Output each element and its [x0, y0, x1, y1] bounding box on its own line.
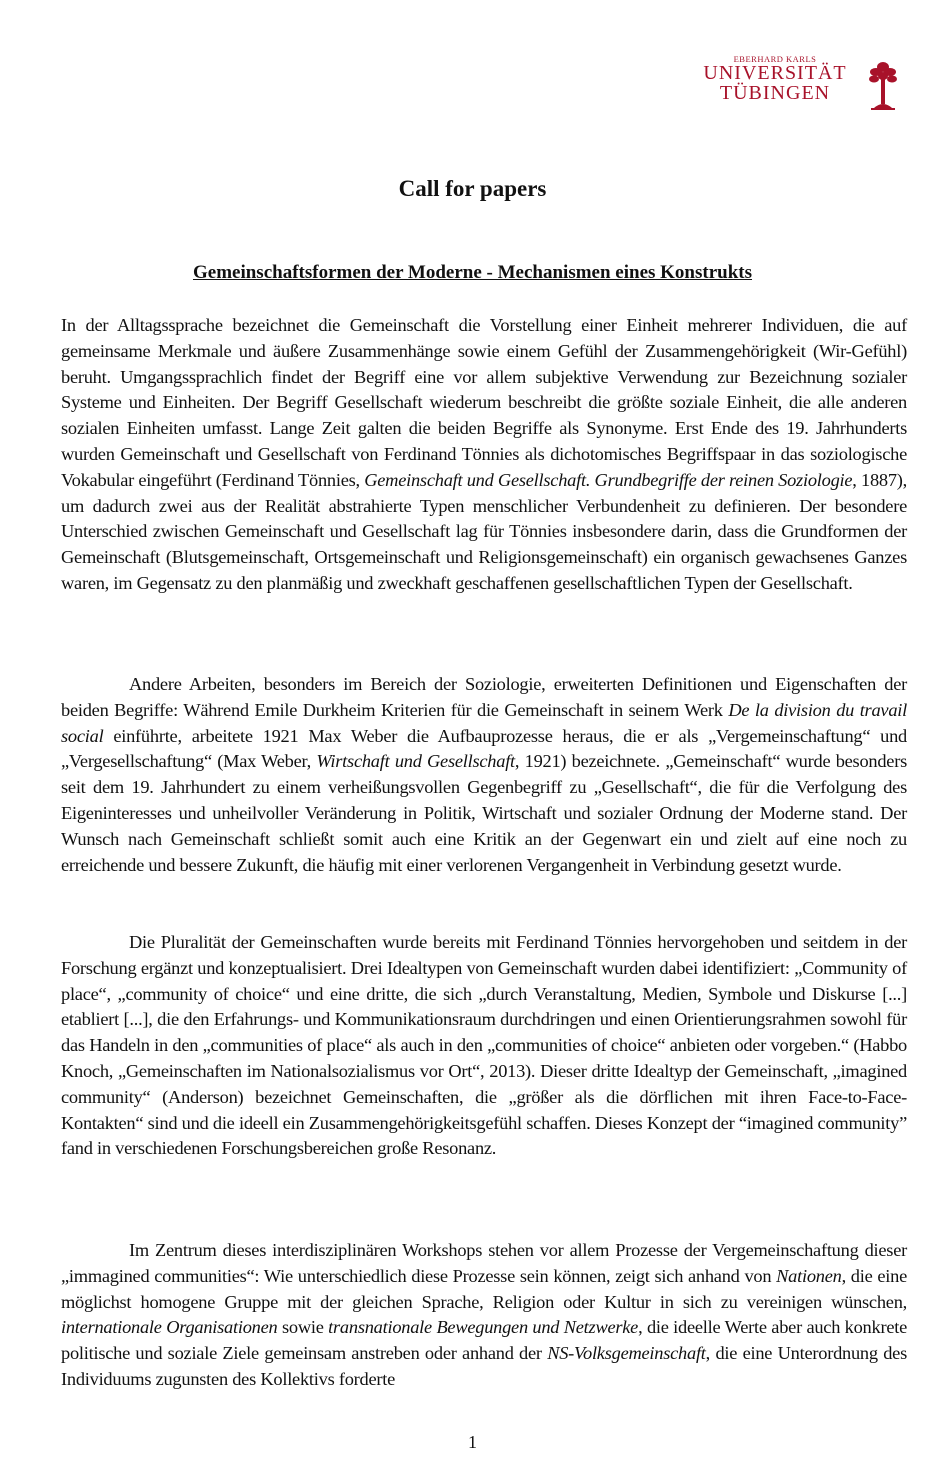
- paragraph-4-text-e: sowie: [277, 1317, 329, 1338]
- paragraph-2-text-a: Andere Arbeiten, besonders im Bereich der Soziologie, erweiterten Definitionen und Eigenschaften der beiden Begriffe: Während Emile Durkheim Kriterien für die Gemeinschaft in seinem Werk: [61, 674, 907, 720]
- paragraph-4-text-a: Im Zentrum dieses interdisziplinären Workshops stehen vor allem Prozesse der Vergemeinschaftung dieser „immagined communities“: Wie unterschiedlich diese Prozesse sein können, zeigt sich anhand von: [61, 1240, 907, 1286]
- university-logo: [700, 54, 900, 114]
- paragraph-1-text-a: In der Alltagssprache bezeichnet die Gemeinschaft die Vorstellung einer Einheit mehrerer Individuen, die auf gemeinsame Merkmale und äußere Zusammenhänge sowie einem Gefühl der Zusammengehörigkeit (Wir-Gefühl) beruht. Umgangssprachlich findet der Begriff eine vor allem subjektive Verwendung zur Bezeichnung sozialer Systeme und Einheiten. Der Begriff Gesellschaft wiederum beschreibt die größte soziale Einheit, die alle anderen sozialen Einheiten umfasst. Lange Zeit galten die beiden Begriffe als Synonyme. Erst Ende des 19. Jahrhunderts wurden Gemeinschaft und Gesellschaft von Ferdinand Tönnies als dichotomisches Begriffspaar in das soziologische Vokabular eingeführt (Ferdinand Tönnies,: [61, 315, 907, 490]
- paragraph-4-text-i: , die eine Unterordnung des Individuums zugunsten des Kollektivs forderte: [61, 1343, 907, 1389]
- logo-line-2: TÜBINGEN: [719, 82, 831, 104]
- paragraph-1: [61, 313, 907, 597]
- palm-tree-seal-icon: [868, 58, 898, 112]
- paragraph-2-text-e: , 1921) bezeichnete. „Gemeinschaft“ wurde besonders seit dem 19. Jahrhundert zu einem verheißungsvollen Gegenbegriff zu „Gesellschaft“, die für die Verfolgung des Eigeninteresses und unheilvoller Veränderung in Politik, Wirtschaft und sozialer Ordnung der Moderne stand. Der Wunsch nach Gemeinschaft schließt somit auch eine Kritik an der Gegenwart ein und zielt auf eine noch zu erreichende und bessere Zukunft, die häufig mit einer verlorenen Vergangenheit in Verbindung gesetzt wurde.: [61, 751, 907, 875]
- page-number: 1: [468, 1432, 477, 1452]
- paragraph-2-text-c: einführte, arbeitete 1921 Max Weber die Aufbauprozesse heraus, die er als „Vergemeinschaftung“ und „Vergesellschaftung“ (Max Weber,: [61, 725, 907, 772]
- paragraph-3-text: Die Pluralität der Gemeinschaften wurde bereits mit Ferdinand Tönnies hervorgehoben und seitdem in der Forschung ergänzt und konzeptualisiert. Drei Idealtypen von Gemeinschaft wurden dabei identifiziert: „Community of place“, „community of choice“ und eine dritte, die sich „durch Veranstaltung, Medien, Symbole und Diskurse [...] etabliert [...], die den Erfahrungs- und Kommunikationsraum durchdringen und einen Orientierungsrahmen sowohl für das Handeln in den „communities of place“ als auch in den „communities of choice“ anbieten oder vorgeben.“ (Habbo Knoch, „Gemeinschaften im Nationalsozialismus vor Ort“, 2013). Dieser dritte Idealtyp der Gemeinschaft, „imagined community“ (Anderson) bezeichnet Gemeinschaften, die „größer als die dörflichen mit ihren Face-to-Face-Kontakten“ sind und die ideell ein Zusammengehörigkeitsgefühl schaffen. Dieses Konzept der “imagined community” fand in verschiedenen Forschungsbereichen große Resonanz.: [61, 932, 907, 1159]
- paragraph-2-italic-durkheim: De la division du travail social: [61, 699, 907, 746]
- logo-line-1: UNIVERSITÄT: [703, 62, 847, 84]
- paragraph-4-text-c: , die eine möglichst homogene Gruppe mit der gleichen Sprache, Religion oder Kultur in sich zu vereinigen wünschen,: [61, 1265, 907, 1312]
- paragraph-4-italic-ns: NS-Volksgemeinschaft: [547, 1343, 706, 1364]
- paragraph-2-italic-weber: Wirtschaft und Gesellschaft: [316, 751, 515, 772]
- logo-small-text: EBERHARD KARLS: [733, 54, 817, 64]
- paragraph-1-italic-title: Gemeinschaft und Gesellschaft. Grundbegriffe der reinen Soziologie: [364, 469, 853, 490]
- paragraph-4-italic-nationen: Nationen: [776, 1265, 842, 1286]
- paragraph-1-text-c: , 1887), um dadurch zwei aus der Realität abstrahierte Typen menschlicher Verbundenheit zu definieren. Der besondere Unterschied zwischen Gemeinschaft und Gesellschaft lag für Tönnies insbesondere darin, dass die Grundformen der Gemeinschaft (Blutsgemeinschaft, Ortsgemeinschaft und Religionsgemeinschaft) ein organisch gewachsenes Ganzes waren, im Gegensatz zu den planmäßig und zweckhaft geschaffenen gesellschaftlichen Typen der Gesellschaft.: [61, 469, 908, 593]
- paragraph-3: [61, 930, 907, 1162]
- paragraph-4-text-g: , die ideelle Werte aber auch konkrete politische und soziale Ziele gemeinsam anstreben oder anhand der: [61, 1317, 908, 1364]
- paragraph-4-italic-organisationen: internationale Organisationen: [61, 1317, 278, 1338]
- paragraph-4: [61, 1238, 907, 1393]
- page-subtitle: Gemeinschaftsformen der Moderne - Mechanismen eines Konstrukts: [192, 262, 753, 283]
- paragraph-2: [61, 672, 907, 878]
- page-title: Call for papers: [398, 176, 547, 201]
- paragraph-4-italic-bewegungen: transnationale Bewegungen und Netzwerke: [328, 1317, 639, 1338]
